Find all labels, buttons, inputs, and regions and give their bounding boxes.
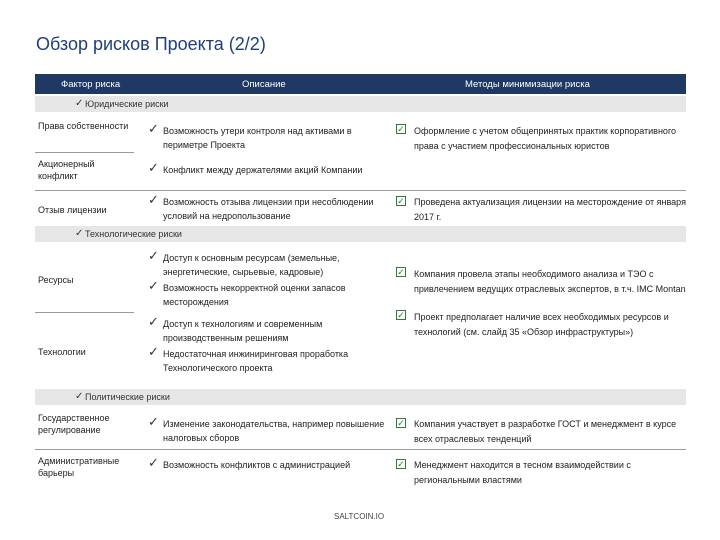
desc-license [148,192,388,223]
desc-admin-conflicts-text: Возможность конфликтов с администрацией [163,460,351,470]
factor-technology: Технологии [38,347,86,357]
method-license: Проведена актуализация лицензии на месторождение от января 2017 г. [414,197,686,222]
desc-ownership [148,121,388,152]
desc-admin-conflicts [148,455,388,472]
desc-tech-access [148,314,388,345]
factor-ownership: Права собственности [38,121,129,131]
header-description: Описание [242,79,286,90]
desc-engineering-text: Недостаточная инжиниринговая проработка Технологического проекта [163,349,349,373]
checkbox-checked-icon: ✓ [397,196,405,206]
section-legal [35,96,686,112]
checkmark-icon: ✓ [148,278,159,293]
checkmark-icon: ✓ [148,192,159,207]
method-analysis: Компания провела этапы необходимого анализа и ТЭО с привлечением ведущих отраслевых экспертов, в т.ч. IMC Montan [414,269,686,294]
checkmark-icon: ✓ [148,121,159,136]
desc-regulation [148,414,388,445]
method-corporate-law: Оформление с учетом общепринятых практик корпоративного права с участием профессиональных юристов [414,126,677,151]
checkmark-icon: ✓ [75,228,84,239]
section-tech-label: Технологические риски [85,229,182,239]
desc-resources-access-text: Доступ к основным ресурсам (земельные, энергетические, сырьевые, кадровые) [163,253,340,277]
row-separator [35,152,134,153]
desc-ownership-text: Возможность утери контроля над активами в периметре Проекта [163,126,352,150]
factor-license: Отзыв лицензии [38,205,107,215]
method-tech-resources: Проект предполагает наличие всех необходимых ресурсов и технологий (см. слайд 35 «Обзор инфраструктуры») [414,312,669,337]
method-gost: Компания участвует в разработке ГОСТ и менеджмент в курсе всех отраслевых тенденций [414,419,677,444]
checkmark-icon: ✓ [148,314,159,329]
header-factor: Фактор риска [61,79,121,90]
checkmark-icon: ✓ [148,248,159,263]
checkmark-icon: ✓ [148,160,159,175]
row-separator [35,312,134,313]
section-political [35,389,686,405]
section-legal-label: Юридические риски [85,99,169,109]
desc-engineering [148,344,388,375]
desc-license-text: Возможность отзыва лицензии при несоблюдении условий на недропользование [163,197,374,221]
header-methods: Методы минимизации риска [465,79,590,90]
checkmark-icon: ✓ [75,391,84,402]
section-tech [35,226,686,242]
page-title: Обзор рисков Проекта (2/2) [36,34,266,54]
checkbox-checked-icon: ✓ [397,310,405,320]
section-political-label: Политические риски [85,392,170,402]
checkbox-checked-icon: ✓ [397,124,405,134]
desc-reserves-estimate [148,278,388,309]
checkbox-checked-icon: ✓ [397,418,405,428]
factor-shareholder: Акционерный конфликт [38,159,95,181]
footer-source: SALTCOIN.IO [334,512,385,521]
table-header [35,74,686,94]
desc-regulation-text: Изменение законодательства, например повышение налоговых сборов [163,419,385,443]
desc-tech-access-text: Доступ к технологиям и современным производственным решениям [163,319,323,343]
row-separator [35,190,686,191]
checkmark-icon: ✓ [148,414,159,429]
checkbox-checked-icon: ✓ [397,267,405,277]
checkbox-checked-icon: ✓ [397,459,405,469]
factor-admin-barriers: Административные барьеры [38,456,120,478]
checkmark-icon: ✓ [75,98,84,109]
row-separator [35,449,686,450]
factor-resources: Ресурсы [38,275,74,285]
desc-shareholder [148,160,388,177]
checkmark-icon: ✓ [148,455,159,470]
method-regional: Менеджмент находится в тесном взаимодействии с региональными властями [414,460,631,485]
desc-reserves-estimate-text: Возможность некорректной оценки запасов месторождения [163,283,346,307]
checkmark-icon: ✓ [148,344,159,359]
desc-shareholder-text: Конфликт между держателями акций Компании [163,165,363,175]
factor-regulation: Государственное регулирование [38,413,110,435]
desc-resources-access [148,248,388,279]
